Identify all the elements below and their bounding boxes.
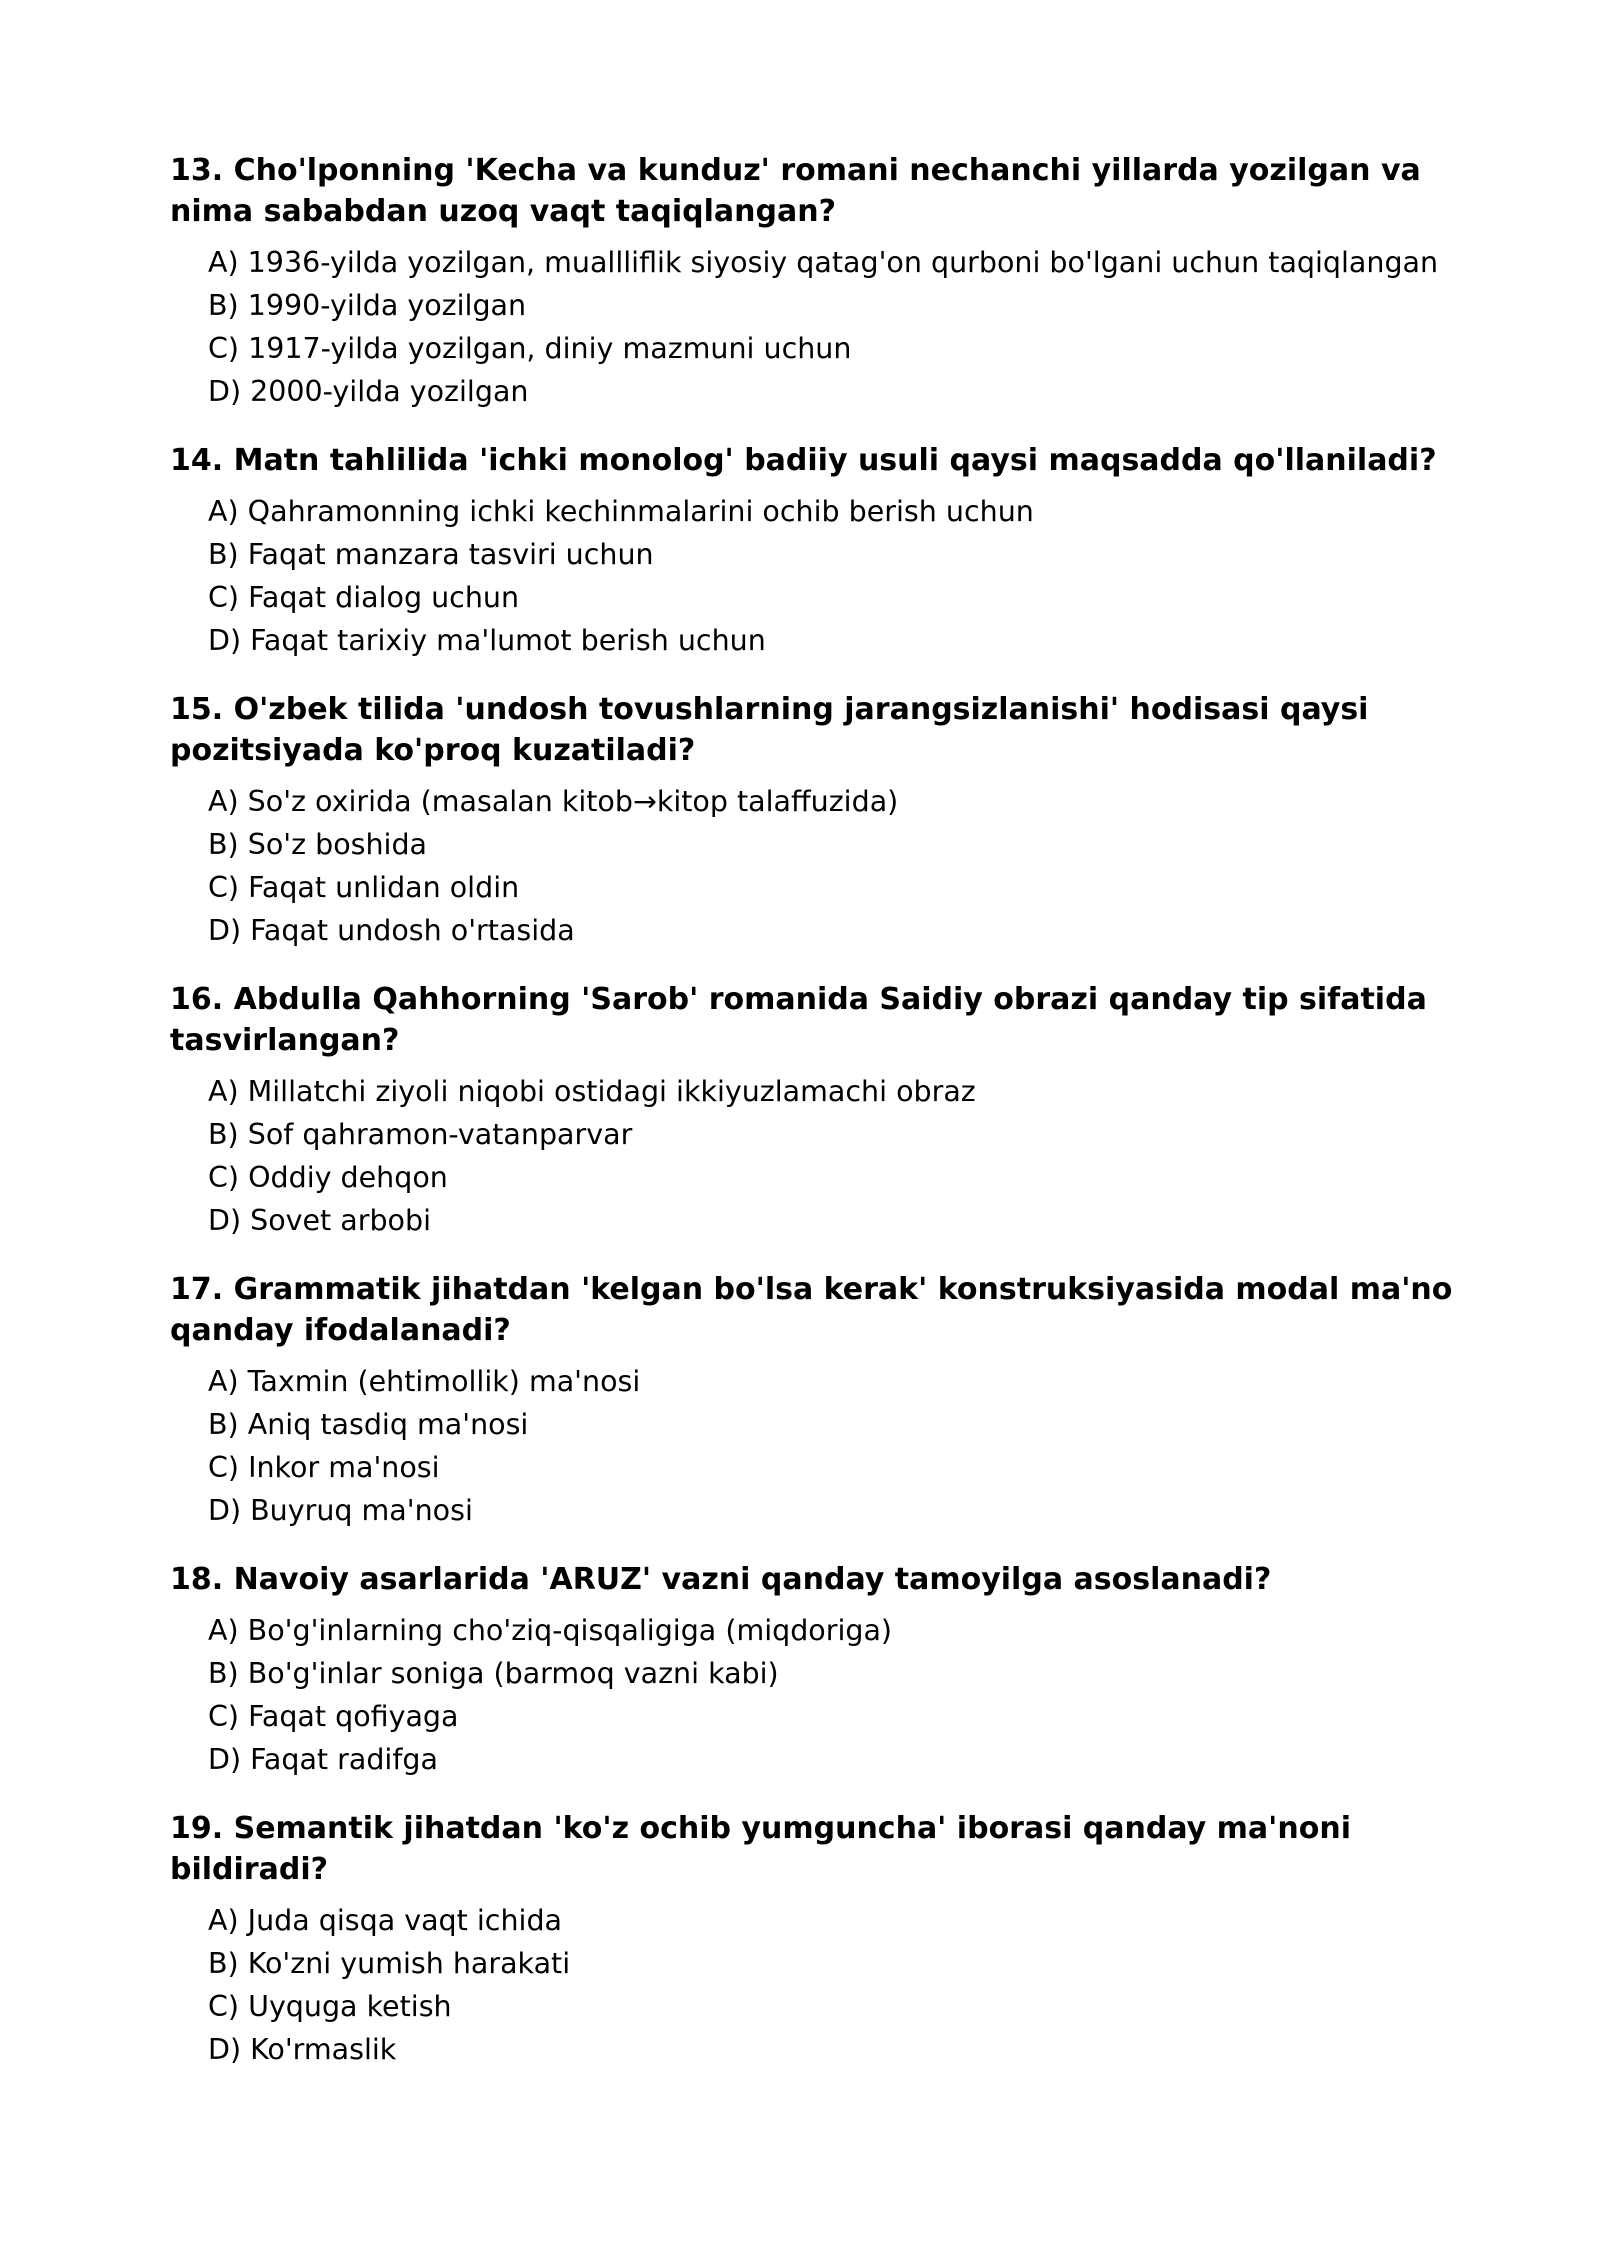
option-b: B) Bo'g'inlar soniga (barmoq vazni kabi) (208, 1657, 779, 1690)
option-c: C) Inkor ma'nosi (208, 1451, 440, 1484)
question-18 (170, 1559, 1470, 1781)
question-text: 18. Navoiy asarlarida 'ARUZ' vazni qanday tamoyilga asoslanadi? (170, 1562, 1272, 1597)
question-text: 14. Matn tahlilida 'ichki monolog' badiiy usuli qaysi maqsadda qo'llaniladi? (170, 443, 1437, 478)
option-d: D) Buyruq ma'nosi (208, 1494, 473, 1527)
option-c: C) Uyquga ketish (208, 1990, 452, 2023)
option-d: D) Faqat undosh o'rtasida (208, 914, 575, 947)
option-d: D) Ko'rmaslik (208, 2033, 397, 2066)
question-text: 16. Abdulla Qahhorning 'Sarob' romanida Saidiy obrazi qanday tip sifatida tasvirlangan? (170, 982, 1427, 1058)
quiz-page (170, 150, 1470, 2098)
option-list (170, 1360, 1470, 1532)
option-d: D) Sovet arbobi (208, 1204, 432, 1237)
question-16 (170, 979, 1470, 1242)
option-list (170, 490, 1470, 662)
option-a: A) Bo'g'inlarning cho'ziq-qisqaligiga (miqdoriga) (208, 1614, 893, 1647)
option-b: B) 1990-yilda yozilgan (208, 289, 527, 322)
option-c: C) Oddiy dehqon (208, 1161, 448, 1194)
option-c: C) Faqat qofiyaga (208, 1700, 459, 1733)
option-d: D) Faqat tarixiy ma'lumot berish uchun (208, 624, 766, 657)
option-b: B) Ko'zni yumish harakati (208, 1947, 571, 1980)
question-14 (170, 440, 1470, 662)
question-text: 15. O'zbek tilida 'undosh tovushlarning jarangsizlanishi' hodisasi qaysi pozitsiyada ko'proq kuzatiladi? (170, 692, 1369, 768)
question-15 (170, 689, 1470, 952)
question-13 (170, 150, 1470, 413)
option-list (170, 241, 1470, 413)
option-c: C) Faqat unlidan oldin (208, 871, 520, 904)
option-list (170, 1609, 1470, 1781)
question-17 (170, 1269, 1470, 1532)
option-d: D) 2000-yilda yozilgan (208, 375, 529, 408)
option-b: B) So'z boshida (208, 828, 428, 861)
option-b: B) Faqat manzara tasviri uchun (208, 538, 654, 571)
option-list (170, 1899, 1470, 2071)
question-text: 13. Cho'lponning 'Kecha va kunduz' romani nechanchi yillarda yozilgan va nima sababdan uzoq vaqt taqiqlangan? (170, 153, 1421, 229)
option-a: A) Juda qisqa vaqt ichida (208, 1904, 563, 1937)
option-d: D) Faqat radifga (208, 1743, 438, 1776)
option-b: B) Aniq tasdiq ma'nosi (208, 1408, 529, 1441)
option-list (170, 1070, 1470, 1242)
question-text: 19. Semantik jihatdan 'ko'z ochib yumguncha' iborasi qanday ma'noni bildiradi? (170, 1811, 1351, 1887)
option-b: B) Sof qahramon-vatanparvar (208, 1118, 633, 1151)
option-a: A) 1936-yilda yozilgan, muallliflik siyosiy qatag'on qurboni bo'lgani uchun taqiqlangan (208, 246, 1439, 279)
option-a: A) Millatchi ziyoli niqobi ostidagi ikkiyuzlamachi obraz (208, 1075, 976, 1108)
option-list (170, 780, 1470, 952)
question-19 (170, 1808, 1470, 2071)
option-c: C) Faqat dialog uchun (208, 581, 520, 614)
option-a: A) Taxmin (ehtimollik) ma'nosi (208, 1365, 641, 1398)
question-text: 17. Grammatik jihatdan 'kelgan bo'lsa kerak' konstruksiyasida modal ma'no qanday ifodalanadi? (170, 1272, 1453, 1348)
option-a: A) So'z oxirida (masalan kitob→kitop talaffuzida) (208, 785, 899, 818)
option-a: A) Qahramonning ichki kechinmalarini ochib berish uchun (208, 495, 1034, 528)
option-c: C) 1917-yilda yozilgan, diniy mazmuni uchun (208, 332, 852, 365)
